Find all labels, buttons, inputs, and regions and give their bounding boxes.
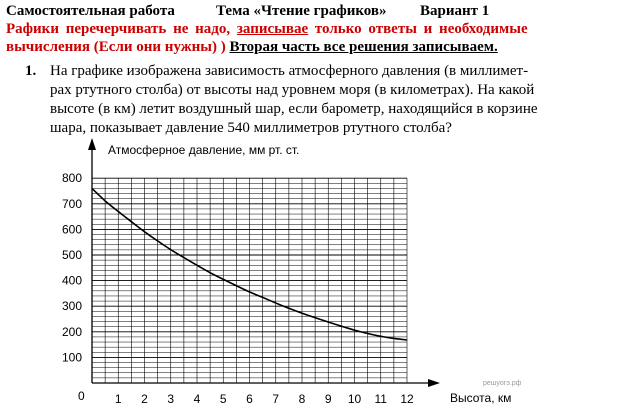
y-tick-label: 800 [62, 171, 83, 186]
x-tick-label: 10 [347, 392, 362, 406]
x-tick-label: 5 [219, 392, 227, 406]
question-line: шара, показывает давление 540 миллиметров ртутного столба? [50, 120, 452, 136]
x-axis-arrow [428, 379, 440, 387]
y-axis-label: Атмосферное давление, мм рт. ст. [108, 143, 300, 157]
x-tick-label: 2 [141, 392, 148, 406]
y-tick-label: 500 [62, 248, 83, 262]
origin-label: 0 [78, 389, 85, 403]
y-tick-label: 300 [62, 299, 83, 314]
watermark: решуогэ.рф [483, 380, 522, 387]
x-tick-label: 11 [374, 392, 387, 406]
y-axis-arrow [88, 138, 96, 150]
x-tick-label: 12 [400, 392, 414, 406]
x-tick-label: 8 [298, 392, 306, 406]
question-line: рах ртутного столба) от высоты над уровнем моря (в километрах). На какой [50, 82, 535, 98]
y-tick-label: 400 [62, 273, 83, 288]
x-tick-label: 6 [246, 392, 253, 406]
instruction-underlined: записывае [236, 21, 309, 37]
worksheet-topic: Тема «Чтение графиков» [216, 3, 387, 19]
x-tick-label: 9 [324, 392, 332, 406]
instruction-text: только ответы и необходимые [314, 21, 528, 37]
x-tick-label: 4 [193, 392, 201, 406]
y-tick-label: 700 [62, 196, 83, 211]
worksheet-title: Самостоятельная работа [6, 3, 175, 19]
y-tick-label: 600 [62, 222, 83, 237]
question-line: высоте (в км) летит воздушный шар, если барометр, находящийся в корзине [50, 101, 538, 117]
instruction-text: вычисления (Если они нужны) ) [6, 39, 226, 55]
x-tick-label: 1 [114, 392, 122, 406]
x-tick-label: 3 [167, 392, 175, 406]
question-number: 1. [25, 63, 37, 79]
instruction-text: Рафики перечерчивать не надо, [6, 21, 231, 37]
chart-grid [92, 178, 407, 383]
chart-tick-labels [62, 171, 414, 406]
instruction-second-part: Вторая часть все решения записываем. [229, 39, 498, 55]
question-line: На графике изображена зависимость атмосферного давления (в миллимет- [50, 63, 529, 79]
y-tick-label: 100 [62, 350, 83, 365]
x-axis-label: Высота, км [450, 391, 512, 405]
y-tick-label: 200 [62, 324, 83, 339]
worksheet-variant: Вариант 1 [420, 3, 490, 19]
chart-axes [88, 138, 440, 387]
x-tick-label: 7 [272, 392, 280, 406]
